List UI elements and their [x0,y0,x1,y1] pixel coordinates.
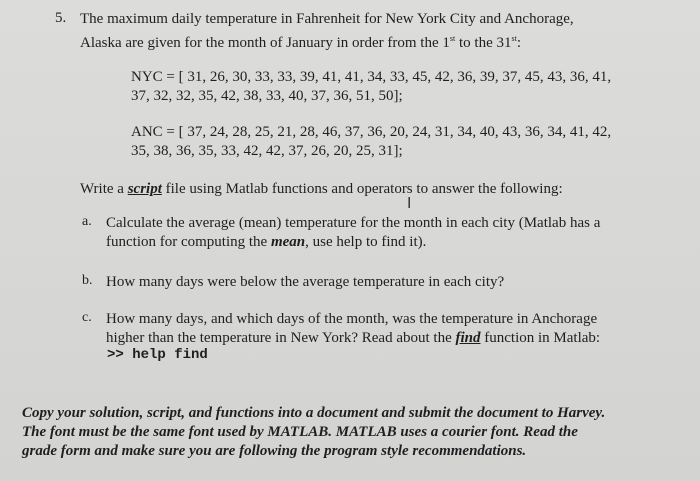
submission-note-line-3: grade form and make sure you are following the program style recommendations. [22,443,527,459]
item-c-line-2-start: higher than the temperature in New York? Read about the [106,330,456,346]
item-c-line-1: How many days, and which days of the month, was the temperature in Anchorage [106,311,598,327]
item-a-line-2-end: , use help to find it). [305,234,427,250]
item-c-letter: c. [82,310,92,325]
instruction-line [80,180,563,199]
nyc-array [131,68,691,106]
help-find-command: >> help find [107,347,208,363]
submission-note-line-1: Copy your solution, script, and functions into a document and submit the document to Harvey. [22,405,606,421]
script-word: script [127,181,162,197]
find-word: find [455,330,481,346]
submission-note [22,404,682,461]
question-number: 5. [55,10,67,26]
nyc-array-line-2: 37, 32, 32, 35, 42, 38, 33, 40, 37, 36, 51, 50]; [131,88,403,104]
question-text [80,10,680,53]
question-line-2-end: : [516,35,521,51]
item-c-line-2 [106,329,686,348]
text-cursor-icon: I [407,194,412,212]
anc-array [131,123,691,161]
mean-word: mean [270,234,306,250]
item-a-letter: a. [82,214,92,229]
question-line-2-middle: to the 31 [455,35,512,51]
submission-note-line-2: The font must be the same font used by MATLAB. MATLAB uses a courier font. Read the [22,424,578,440]
item-c-text [106,310,686,348]
question-line-2 [80,29,680,53]
anc-array-line-2: 35, 38, 36, 35, 33, 42, 42, 37, 26, 20, 25, 31]; [131,143,403,159]
item-b-text: How many days were below the average temperature in each city? [106,274,505,290]
question-line-2-start: Alaska are given for the month of January in order from the 1 [80,35,450,51]
item-a-line-2-start: function for computing the [106,234,271,250]
anc-array-line-1: ANC = [ 37, 24, 28, 25, 21, 28, 46, 37, 36, 20, 24, 31, 34, 40, 43, 36, 34, 41, 42, [131,124,612,140]
instruction-end: file using Matlab functions and operators to answer the following: [161,181,563,197]
superscript-st-2: st [511,34,517,43]
superscript-st-1: st [449,34,456,43]
item-b-letter: b. [82,273,93,288]
item-a-line-2 [106,233,686,252]
question-line-1: The maximum daily temperature in Fahrenheit for New York City and Anchorage, [80,11,574,27]
nyc-array-line-1: NYC = [ 31, 26, 30, 33, 33, 39, 41, 41, 34, 33, 45, 42, 36, 39, 37, 45, 43, 36, 41, [131,69,612,85]
item-a-text [106,214,686,252]
item-a-line-1: Calculate the average (mean) temperature for the month in each city (Matlab has a [106,215,601,231]
item-c-line-2-end: function in Matlab: [480,330,601,346]
instruction-start: Write a [80,181,128,197]
